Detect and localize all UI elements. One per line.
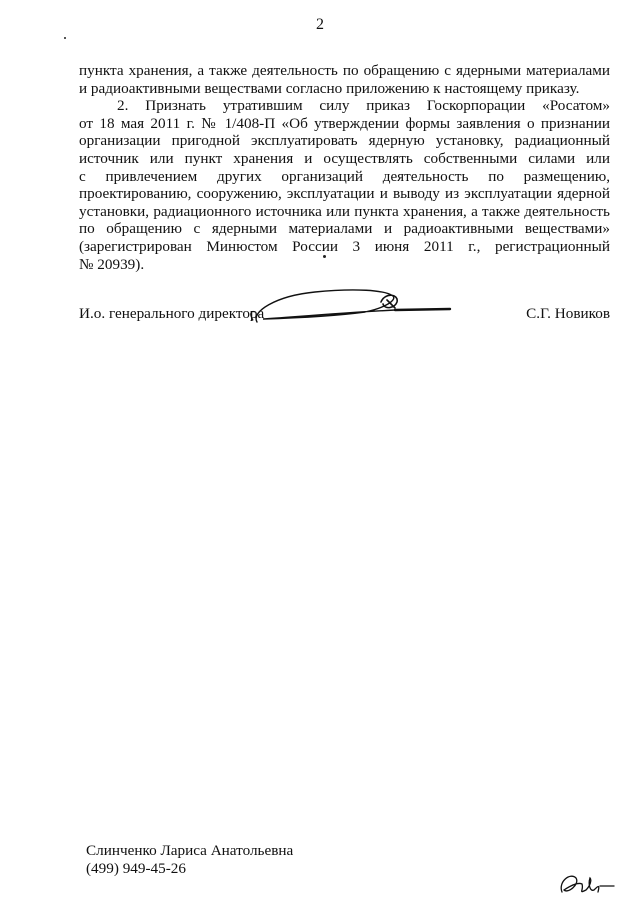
signatory-title: И.о. генерального директора (79, 305, 265, 322)
page-number: 2 (316, 16, 324, 33)
scan-dot (323, 255, 326, 258)
text-line: № 20939). (79, 255, 145, 273)
text-line: источник или пункт хранения и осуществлять собственными силами или (79, 149, 610, 167)
contact-block (86, 842, 293, 878)
text-line: с привлечением других организаций деятельность по размещению, (79, 167, 610, 185)
contact-person: Слинченко Лариса Анатольевна (86, 842, 294, 859)
handwritten-signature (245, 282, 455, 328)
text-line: организации пригодной эксплуатировать ядерную установку, радиационный (79, 132, 610, 150)
text-line: пункта хранения, а также деятельность по обращению с ядерными материалами (79, 62, 610, 79)
text-line: 2. Признать утратившим силу приказ Госкорпорации «Росатом» (117, 97, 610, 115)
text-line: установки, радиационного источника или пункта хранения, а также деятельность (79, 202, 610, 220)
contact-phone: (499) 949-45-26 (86, 860, 186, 877)
text-line: от 18 мая 2011 г. № 1/408-П «Об утверждении формы заявления о признании (79, 114, 610, 132)
text-line: проектированию, сооружению, эксплуатации и выводу из эксплуатации ядерной (79, 185, 610, 203)
signatory-name: С.Г. Новиков (526, 305, 610, 322)
text-line: по обращению с ядерными материалами и радиоактивными веществами» (79, 220, 610, 238)
scan-speck (64, 37, 66, 39)
handwritten-initials (556, 868, 620, 900)
body-text (79, 62, 610, 273)
text-line: и радиоактивными веществами согласно приложению к настоящему приказу. (79, 79, 580, 97)
text-line: (зарегистрирован Минюстом России 3 июня 2011 г., регистрационный (79, 237, 610, 255)
